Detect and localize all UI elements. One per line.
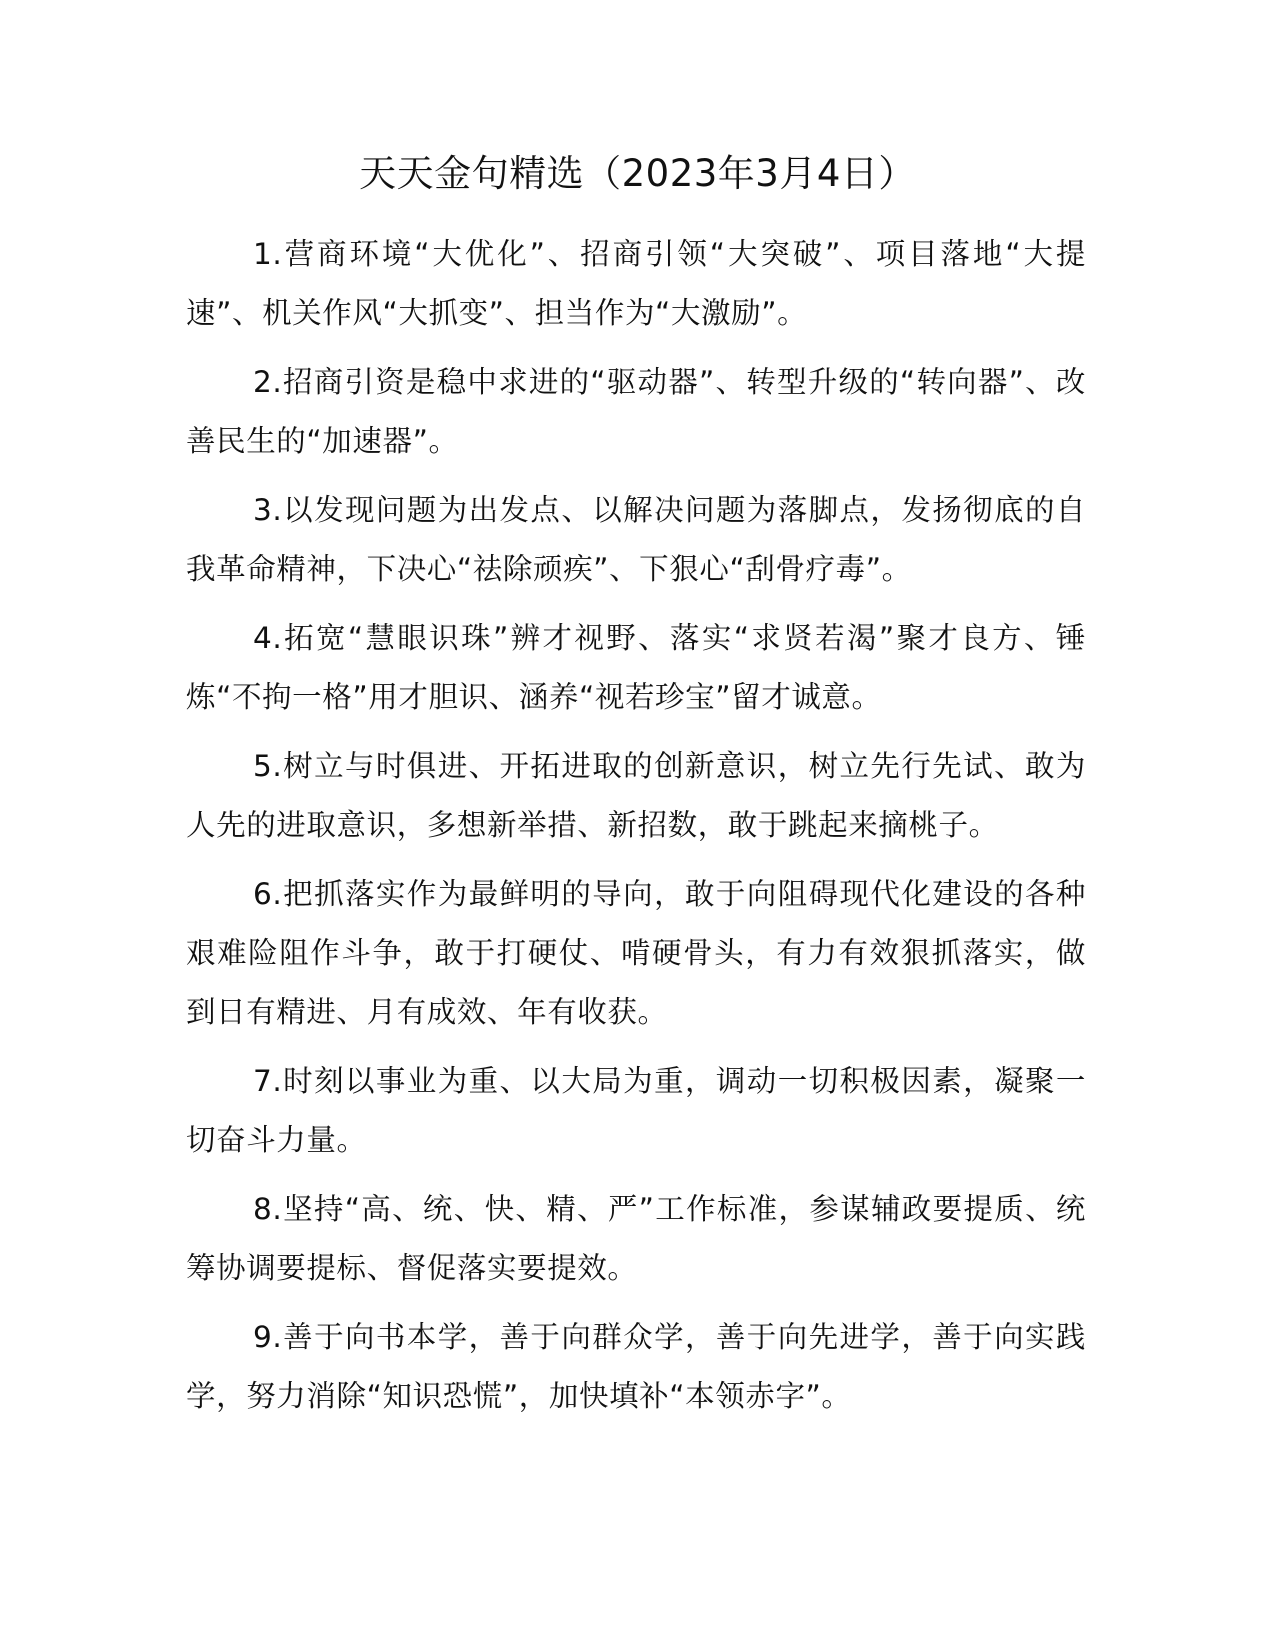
quote-item-7: 7.时刻以事业为重、以大局为重，调动一切积极因素，凝聚一切奋斗力量。: [186, 1064, 1086, 1157]
quote-item-3: 3.以发现问题为出发点、以解决问题为落脚点，发扬彻底的自我革命精神，下决心“祛除顽疾”、下狠心“刮骨疗毒”。: [186, 493, 1086, 586]
quote-item-9: 9.善于向书本学，善于向群众学，善于向先进学，善于向实践学，努力消除“知识恐慌”，加快填补“本领赤字”。: [186, 1320, 1086, 1413]
quote-item-8: 8.坚持“高、统、快、精、严”工作标准，参谋辅政要提质、统筹协调要提标、督促落实要提效。: [186, 1192, 1086, 1285]
quote-list: [186, 225, 1086, 1436]
quote-item-1: 1.营商环境“大优化”、招商引领“大突破”、项目落地“大提速”、机关作风“大抓变”、担当作为“大激励”。: [186, 237, 1086, 330]
quote-item-6: 6.把抓落实作为最鲜明的导向，敢于向阻碍现代化建设的各种艰难险阻作斗争，敢于打硬仗、啃硬骨头，有力有效狠抓落实，做到日有精进、月有成效、年有收获。: [186, 877, 1086, 1029]
quote-item-4: 4.拓宽“慧眼识珠”辨才视野、落实“求贤若渴”聚才良方、锤炼“不拘一格”用才胆识、涵养“视若珍宝”留才诚意。: [186, 621, 1086, 714]
document-title: 天天金句精选（2023年3月4日）: [359, 152, 916, 195]
quote-item-2: 2.招商引资是稳中求进的“驱动器”、转型升级的“转向器”、改善民生的“加速器”。: [186, 365, 1086, 458]
quote-item-5: 5.树立与时俱进、开拓进取的创新意识，树立先行先试、敢为人先的进取意识，多想新举措、新招数，敢于跳起来摘桃子。: [186, 749, 1086, 842]
